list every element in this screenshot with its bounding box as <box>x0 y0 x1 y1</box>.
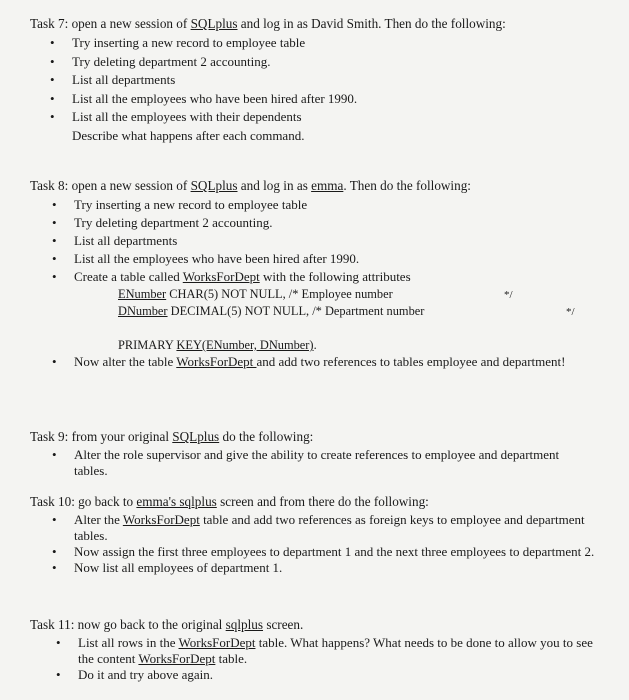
list-item: • Now alter the table WorksForDept and add two references to tables employee and department! <box>52 354 566 369</box>
list-item: • Alter the WorksForDept table and add two references as foreign keys to employee and department tables. <box>52 512 585 543</box>
list-item: • List all departments <box>52 233 178 248</box>
list-item: • Try deleting department 2 accounting. <box>50 53 271 69</box>
list-item: • List all the employees with their dependents <box>50 109 302 124</box>
task-8-list <box>52 196 610 286</box>
task-10-title: Task 10: go back to emma's sqlplus screen and from there do the following: <box>30 494 429 509</box>
primary-key-line: PRIMARY KEY(ENumber, DNumber). <box>118 338 317 352</box>
list-item: • Create a table called WorksForDept with the following attributes <box>52 269 411 284</box>
task-8-alter-list <box>52 354 610 370</box>
attribute-dnumber: DNumber DECIMAL(5) NOT NULL, /* Department number */ <box>118 304 575 318</box>
list-item: • Try inserting a new record to employee table <box>50 35 306 50</box>
list-item: • Try inserting a new record to employee table <box>52 197 308 212</box>
task-7 <box>30 15 610 145</box>
task-9-list <box>52 447 610 479</box>
task-7-footer: Describe what happens after each command. <box>72 127 305 143</box>
task-7-title: Task 7: open a new session of SQLplus and log in as David Smith. Then do the following: <box>30 16 506 31</box>
task-8 <box>30 177 610 370</box>
list-item: • Now assign the first three employees to department 1 and the next three employees to department 2. <box>52 544 595 559</box>
list-item: • List all rows in the WorksForDept table. What happens? What needs to be done to allow you to see the content WorksForDept table. <box>56 635 593 666</box>
list-item: • Alter the role supervisor and give the ability to create references to employee and department tables. <box>52 447 560 478</box>
task-7-list <box>50 34 610 127</box>
task-9-title: Task 9: from your original SQLplus do the following: <box>30 429 314 444</box>
list-item: • List all departments <box>50 72 176 87</box>
list-item: • List all the employees who have been hired after 1990. <box>50 90 358 106</box>
task-11 <box>30 616 610 683</box>
task-8-title: Task 8: open a new session of SQLplus and log in as emma. Then do the following: <box>30 178 471 193</box>
list-item: • List all the employees who have been hired after 1990. <box>52 251 360 266</box>
task-10-list <box>52 512 610 576</box>
task-9 <box>30 428 610 479</box>
task-11-title: Task 11: now go back to the original sqlplus screen. <box>30 617 304 632</box>
list-item: • Now list all employees of department 1. <box>52 560 283 575</box>
list-item: • Try deleting department 2 accounting. <box>52 215 273 230</box>
attribute-enumber: ENumber CHAR(5) NOT NULL, /* Employee number */ <box>118 287 513 301</box>
task-10 <box>30 493 610 576</box>
list-item: • Do it and try above again. <box>56 667 214 682</box>
task-11-list <box>56 635 610 683</box>
